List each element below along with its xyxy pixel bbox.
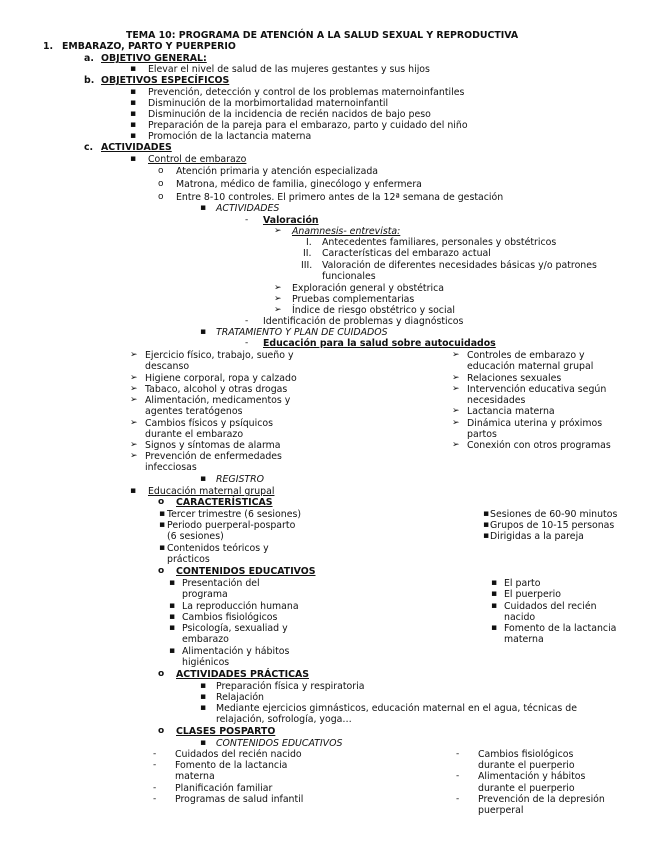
bullet-icon: ▪ [169,612,176,622]
bullet-icon: ▪ [130,64,137,74]
objetivos-especificos-heading: OBJETIVOS ESPECÍFICOS [101,75,230,86]
arrow-bullet-icon: ➢ [452,440,460,450]
list-item: Entre 8-10 controles. El primero antes de la 12ª semana de gestación [176,192,504,203]
list-item: El parto [504,578,541,589]
registro-subheading: REGISTRO [216,474,265,485]
list-item-continuation: (6 sesiones) [167,531,224,542]
caracteristicas-heading: CARACTERÍSTICAS [176,497,273,508]
control-embarazo-heading: Control de embarazo [148,154,247,165]
bullet-icon: ▪ [130,109,137,119]
bullet-icon: ▪ [200,692,207,702]
bullet-icon: ▪ [200,327,207,337]
list-item: Prevención de enfermedades [145,451,282,462]
list-item: Prevención de la depresión [478,794,605,805]
list-item: Periodo puerperal-posparto [167,520,296,531]
valoracion-heading: Valoración [263,215,319,226]
arrow-bullet-icon: ➢ [274,226,282,236]
list-item: Dirigidas a la pareja [490,531,584,542]
list-item: Cambios fisiológicos [182,612,278,623]
list-item-continuation: durante el puerperio [478,760,575,771]
educacion-heading: Educación para la salud sobre autocuidados [263,338,496,349]
arrow-bullet-icon: ➢ [452,373,460,383]
list-marker: b. [84,75,95,86]
list-item: Atención primaria y atención especializada [176,166,379,177]
list-item-continuation: descanso [145,361,190,372]
list-item-continuation: nacido [504,612,536,623]
list-item-continuation: partos [467,429,497,440]
list-item: Controles de embarazo y [467,350,585,361]
list-item: Exploración general y obstétrica [292,283,444,294]
arrow-bullet-icon: ➢ [274,305,282,315]
list-marker: c. [84,142,94,153]
arrow-bullet-icon: ➢ [130,350,138,360]
list-item: Lactancia materna [467,406,555,417]
dash-icon: - [456,771,460,781]
list-item: Matrona, médico de familia, ginecólogo y enfermera [176,179,422,190]
actividades-subheading: ACTIVIDADES [216,203,280,214]
clases-posparto-heading: CLASES POSPARTO [176,726,276,737]
list-item-continuation: embarazo [182,634,229,645]
circle-bullet-icon: o [158,726,165,736]
list-item: Preparación física y respiratoria [216,681,365,692]
list-item: Antecedentes familiares, personales y obstétricos [322,237,557,248]
bullet-icon: ▪ [491,601,498,611]
list-item: Signos y síntomas de alarma [145,440,281,451]
contenidos-subheading: CONTENIDOS EDUCATIVOS [216,738,343,749]
list-item: Dinámica uterina y próximos [467,418,603,429]
list-item-continuation: programa [182,589,228,600]
anamnesis-heading: Anamnesis- entrevista: [292,226,401,237]
list-item: Higiene corporal, ropa y calzado [145,373,297,384]
bullet-icon: ▪ [200,703,207,713]
arrow-bullet-icon: ➢ [130,440,138,450]
list-item-continuation: durante el embarazo [145,429,244,440]
list-item-continuation: necesidades [467,395,526,406]
list-item: Índice de riesgo obstétrico y social [292,305,455,316]
arrow-bullet-icon: ➢ [452,418,460,428]
arrow-bullet-icon: ➢ [452,406,460,416]
objetivo-general-heading: OBJETIVO GENERAL: [101,53,207,64]
list-item: Grupos de 10-15 personas [490,520,615,531]
list-item: Relajación [216,692,264,703]
roman-numeral: I. [306,237,312,248]
list-item: Cambios fisiológicos [478,749,574,760]
bullet-icon: ▪ [169,578,176,588]
document-title: TEMA 10: PROGRAMA DE ATENCIÓN A LA SALUD SEXUAL Y REPRODUCTIVA [126,30,519,41]
bullet-icon: ▪ [200,738,207,748]
list-item-continuation: higiénicos [182,657,230,668]
list-item: Disminución de la incidencia de recién nacidos de bajo peso [148,109,431,120]
list-item-continuation: puerperal [478,805,524,816]
list-item-continuation: durante el puerperio [478,783,575,794]
list-item: Programas de salud infantil [175,794,304,805]
bullet-icon: ▪ [483,509,490,519]
dash-icon: - [456,749,460,759]
list-item-continuation: materna [504,634,544,645]
dash-icon: - [245,215,249,225]
list-item: Mediante ejercicios gimnásticos, educación maternal en el agua, técnicas de [216,703,577,714]
list-item: Alimentación, medicamentos y [145,395,291,406]
list-item-continuation: prácticos [167,554,210,565]
list-item: Planificación familiar [175,783,273,794]
bullet-icon: ▪ [169,623,176,633]
tratamiento-subheading: TRATAMIENTO Y PLAN DE CUIDADOS [216,327,388,338]
arrow-bullet-icon: ➢ [274,294,282,304]
list-item: La reproducción humana [182,601,299,612]
bullet-icon: ▪ [159,520,166,530]
bullet-icon: ▪ [159,509,166,519]
circle-bullet-icon: o [158,192,164,202]
dash-icon: - [153,783,157,793]
roman-numeral: III. [301,260,313,271]
bullet-icon: ▪ [130,131,137,141]
list-item: Alimentación y hábitos [478,771,586,782]
list-item: Fomento de la lactancia [504,623,617,634]
bullet-icon: ▪ [159,543,166,553]
arrow-bullet-icon: ➢ [130,395,138,405]
bullet-icon: ▪ [491,589,498,599]
list-item: El puerperio [504,589,561,600]
list-item: Elevar el nivel de salud de las mujeres gestantes y sus hijos [148,64,430,75]
circle-bullet-icon: o [158,497,165,507]
arrow-bullet-icon: ➢ [130,418,138,428]
bullet-icon: ▪ [130,486,137,496]
list-item: Características del embarazo actual [322,248,491,259]
list-item: Promoción de la lactancia materna [148,131,312,142]
list-item: Conexión con otros programas [467,440,611,451]
list-item: Cuidados del recién nacido [175,749,302,760]
arrow-bullet-icon: ➢ [130,451,138,461]
bullet-icon: ▪ [483,531,490,541]
contenidos-heading: CONTENIDOS EDUCATIVOS [176,566,316,577]
bullet-icon: ▪ [200,474,207,484]
actividades-heading: ACTIVIDADES [101,142,172,153]
list-item: Intervención educativa según [467,384,607,395]
arrow-bullet-icon: ➢ [274,283,282,293]
roman-numeral: II. [303,248,312,259]
circle-bullet-icon: o [158,166,164,176]
list-item: Relaciones sexuales [467,373,562,384]
bullet-icon: ▪ [169,646,176,656]
dash-icon: - [245,338,249,348]
list-item: Prevención, detección y control de los problemas maternoinfantiles [148,87,465,98]
dash-icon: - [456,794,460,804]
bullet-icon: ▪ [130,98,137,108]
list-item: Pruebas complementarias [292,294,415,305]
arrow-bullet-icon: ➢ [452,350,460,360]
list-item: Cambios físicos y psíquicos [145,418,273,429]
dash-icon: - [153,760,157,770]
circle-bullet-icon: o [158,566,165,576]
arrow-bullet-icon: ➢ [130,373,138,383]
arrow-bullet-icon: ➢ [130,384,138,394]
list-item-continuation: agentes teratógenos [145,406,243,417]
list-item: Tercer trimestre (6 sesiones) [167,509,302,520]
list-item: Tabaco, alcohol y otras drogas [145,384,288,395]
circle-bullet-icon: o [158,669,165,679]
list-item: Valoración de diferentes necesidades básicas y/o patrones [322,260,597,271]
educacion-maternal-heading: Educación maternal grupal [148,486,275,497]
bullet-icon: ▪ [130,154,137,164]
list-item-continuation: educación maternal grupal [467,361,594,372]
list-item: Psicología, sexualiad y [182,623,288,634]
bullet-icon: ▪ [169,601,176,611]
section-number: 1. [43,41,54,52]
circle-bullet-icon: o [158,179,164,189]
list-item: Alimentación y hábitos [182,646,290,657]
dash-icon: - [153,794,157,804]
list-item: Preparación de la pareja para el embarazo, parto y cuidado del niño [148,120,468,131]
list-item: Fomento de la lactancia [175,760,288,771]
arrow-bullet-icon: ➢ [452,384,460,394]
identificacion-item: Identificación de problemas y diagnósticos [263,316,464,327]
actividades-practicas-heading: ACTIVIDADES PRÁCTICAS [176,669,309,680]
list-item: Sesiones de 60-90 minutos [490,509,618,520]
bullet-icon: ▪ [130,87,137,97]
list-item-continuation: relajación, sofrología, yoga… [216,714,352,725]
bullet-icon: ▪ [200,203,207,213]
dash-icon: - [153,749,157,759]
list-item: Disminución de la morbimortalidad maternoinfantil [148,98,389,109]
bullet-icon: ▪ [130,120,137,130]
list-item: Ejercicio físico, trabajo, sueño y [145,350,294,361]
list-item-continuation: funcionales [322,271,376,282]
list-item: Contenidos teóricos y [167,543,269,554]
section-heading: EMBARAZO, PARTO Y PUERPERIO [62,41,236,52]
list-marker: a. [84,53,94,64]
list-item: Presentación del [182,578,260,589]
list-item-continuation: materna [175,771,215,782]
bullet-icon: ▪ [200,681,207,691]
bullet-icon: ▪ [483,520,490,530]
dash-icon: - [245,316,249,326]
bullet-icon: ▪ [491,623,498,633]
bullet-icon: ▪ [491,578,498,588]
list-item: Cuidados del recién [504,601,597,612]
list-item-continuation: infecciosas [145,462,197,473]
